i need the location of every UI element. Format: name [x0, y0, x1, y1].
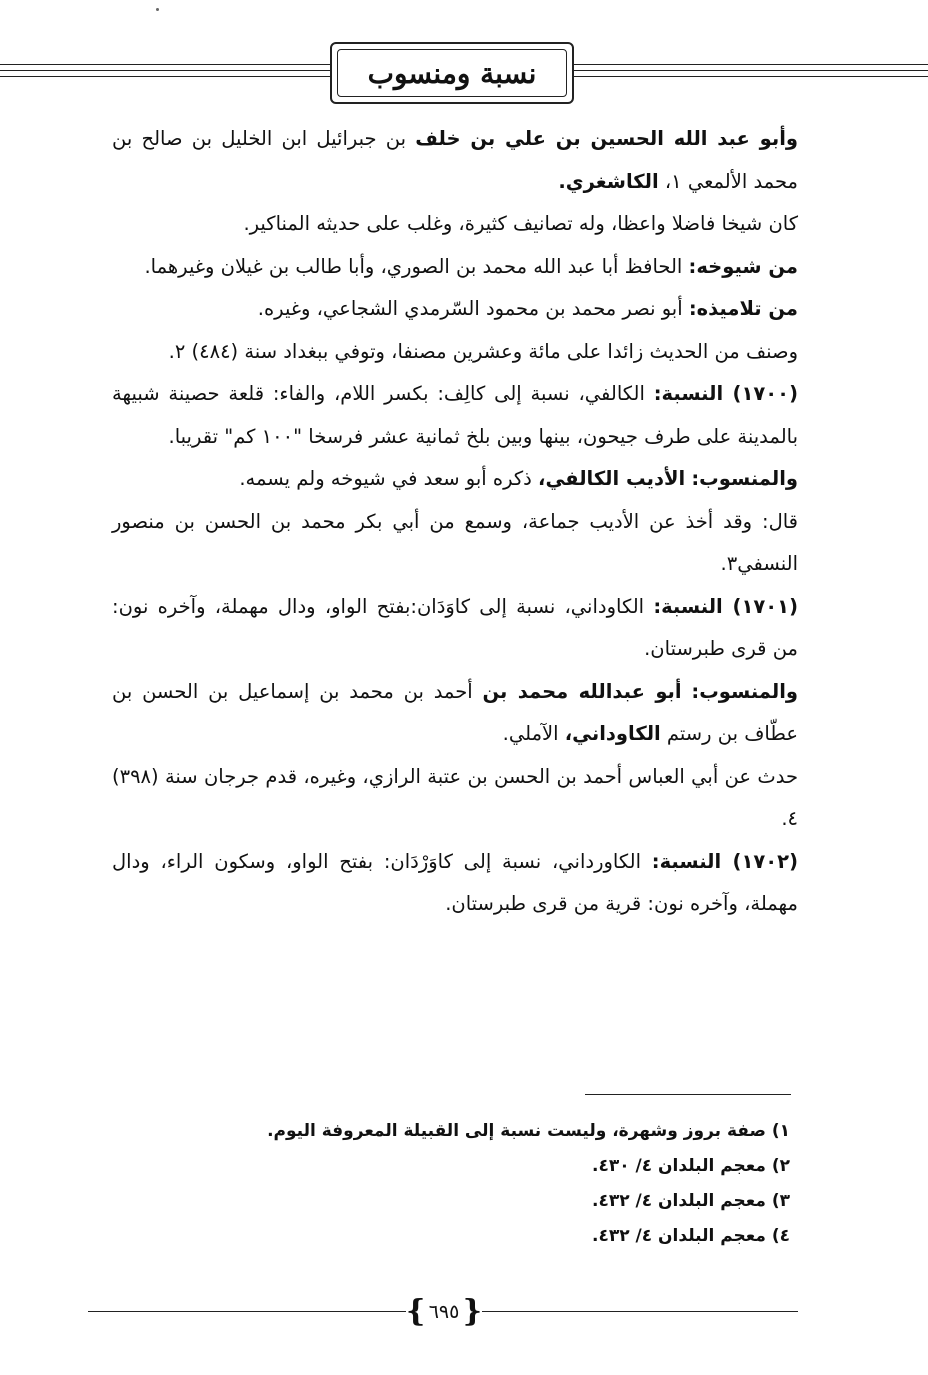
footnotes: [190, 1114, 790, 1254]
brace-left-icon: {: [406, 1294, 426, 1329]
page-number: ٦٩٥: [428, 1301, 460, 1323]
paragraph: [112, 118, 798, 203]
text-run: الكاوداني، نسبة إلى كاوَدَان:بفتح الواو، ودال مهملة، وآخره نون: من قرى طبرستان.: [112, 594, 798, 660]
footnote: ٢) معجم البلدان ٤/ ٤٣٠.: [591, 1156, 790, 1176]
paragraph: [112, 458, 798, 501]
paragraph: [112, 841, 798, 926]
scan-speck: [156, 8, 159, 11]
space: [682, 680, 692, 703]
page-number-frame: [406, 1296, 482, 1328]
paragraph: وصنف من الحديث زائدا على مائة وعشرين مصنفا، وتوفي ببغداد سنة (٤٨٤) ٢.: [168, 339, 798, 363]
entry-number: (١٧٠٢): [721, 849, 798, 873]
section-label: من تلاميذه:: [688, 297, 798, 320]
section-label: من شيوخه:: [688, 254, 798, 278]
entry-name: أبو عبدالله محمد بن: [482, 679, 682, 703]
text-run: أبو نصر محمد بن محمود السّرمدي الشجاعي، وغيره.: [257, 297, 689, 320]
header-title: نسبة ومنسوب: [337, 49, 567, 97]
footnote-separator: [585, 1094, 791, 1095]
paragraph: [112, 288, 798, 331]
section-label: النسبة:: [653, 382, 724, 405]
text-run: أحمد بن محمد بن إسماعيل بن الحسن بن عطّاف بن رستم: [112, 679, 798, 745]
section-label: والمنسوب:: [691, 467, 798, 490]
paragraph: كان شيخا فاضلا واعظا، وله تصانيف كثيرة، وغلب على حديثه المناكير.: [243, 212, 798, 235]
paragraph: قال: وقد أخذ عن الأديب جماعة، وسمع من أبي بكر محمد بن الحسن بن منصور النسفي٣.: [112, 509, 798, 575]
section-label: النسبة:: [651, 849, 722, 873]
paragraph: [112, 586, 798, 671]
text-run: الكاورداني، نسبة إلى كاوَرْدَان: بفتح الواو، وسكون الراء، ودال مهملة، وآخره نون: قرية من قرى طبرستان.: [112, 849, 798, 915]
footnote: ١) صفة بروز وشهرة، وليست نسبة إلى القبيلة المعروفة اليوم.: [267, 1121, 790, 1141]
brace-right-icon: }: [462, 1294, 482, 1329]
footnote: ٣) معجم البلدان ٤/ ٤٣٢.: [591, 1191, 790, 1211]
entry-name: الأديب الكالفي،: [538, 467, 686, 490]
paragraph: [112, 246, 798, 289]
text-run: الكالفي، نسبة إلى كالِف: بكسر اللام، والفاء: قلعة حصينة شبيهة بالمدينة على طرف جيحون، بينها وبين بلخ ثمانية عشر فرسخا "١٠٠ كم" تقريبا.: [112, 382, 798, 448]
text-run: الآملي.: [502, 722, 565, 745]
paragraph: [112, 373, 798, 458]
footnote: ٤) معجم البلدان ٤/ ٤٣٢.: [591, 1226, 790, 1246]
section-label: والمنسوب:: [691, 679, 799, 703]
entry-nisba: الكاشغري.: [558, 169, 659, 193]
text-run: الحافظ أبا عبد الله محمد بن الصوري، وأبا طالب بن غيلان وغيرهما.: [144, 254, 689, 278]
paragraph: حدث عن أبي العباس أحمد بن الحسن بن عتبة الرازي، وغيره، قدم جرجان سنة (٣٩٨) ٤.: [112, 764, 798, 830]
paragraph: [112, 671, 798, 756]
page-rule-left: [88, 1311, 406, 1312]
header-title-frame: [330, 42, 574, 104]
text-run: ذكره أبو سعد في شيوخه ولم يسمه.: [239, 467, 539, 490]
text-run: بن جبرائيل ابن الخليل بن صالح بن محمد الألمعي ١،: [112, 127, 798, 193]
entry-number: (١٧٠٠): [723, 382, 798, 405]
section-label: النسبة:: [653, 594, 723, 618]
page-rule-right: [482, 1311, 798, 1312]
entry-nisba: الكاوداني،: [564, 722, 661, 745]
main-text: [112, 118, 798, 926]
entry-number: (١٧٠١): [722, 594, 798, 618]
entry-name: وأبو عبد الله الحسين بن علي بن خلف: [415, 127, 798, 150]
